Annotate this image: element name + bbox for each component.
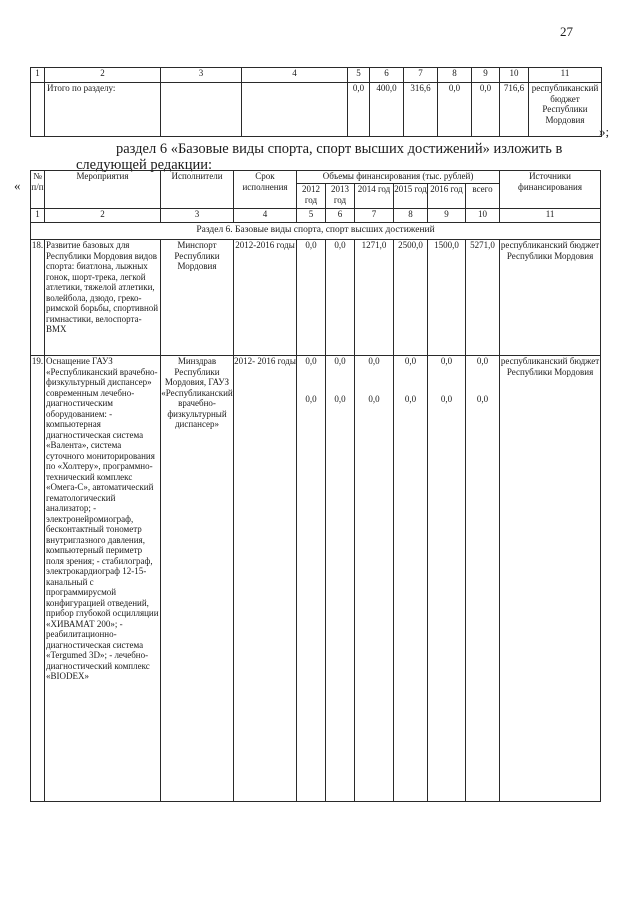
col-number: 7 — [355, 209, 394, 223]
row-value: 5271,0 — [466, 240, 500, 356]
row-term: 2012- 2016 годы — [234, 356, 297, 802]
section-title-row — [31, 223, 601, 240]
page-number: 27 — [560, 24, 573, 39]
row-activity: Оснащение ГАУЗ «Республиканский врачебно-физкультурный диспансер» современным лечебно-диагностическим оборудованием: - компьютерная диагностическая система «Валента», система суточного мониторирования по «Холтеру», программно-технический комплекс «Омега-С», автоматический гематологический анализатор; - электронейромиограф, бесконтактный тонометр внутриглазного давления, компьютерный периметр поля зрения; - стабилограф, электрокардиограф 12-15-канальный с программирусмой конфигурацией отведений, прибор глубокой осцилляции «ХИВАМАТ 200»; - реабилитационно-диагностическая система «Tergumed 3D»; - лечебно-диагностический комплекс «BIODEX» — [45, 356, 161, 802]
header-term: Срок исполнения — [234, 171, 297, 209]
header-num: № п/п — [31, 171, 45, 209]
total-source: республиканский бюджет Республики Мордовия — [529, 83, 602, 137]
row-value: 0,0 — [404, 356, 417, 366]
row-value: 0,0 — [326, 240, 355, 356]
table-row — [31, 356, 601, 802]
col-number: 6 — [370, 68, 404, 83]
total-value: 716,6 — [500, 83, 529, 137]
row-value: 0,0 — [334, 393, 346, 404]
header-volumes: Объемы финансирования (тыс. рублей) — [297, 171, 500, 184]
col-number: 2 — [45, 68, 161, 83]
total-label: Итого по разделу: — [45, 83, 161, 137]
row-value: 2500,0 — [394, 240, 428, 356]
column-number-row — [31, 209, 601, 223]
col-number: 3 — [161, 68, 242, 83]
row-value: 0,0 — [297, 240, 326, 356]
header-executors: Исполнители — [161, 171, 234, 209]
col-number: 5 — [348, 68, 370, 83]
header-year: 2013 год — [326, 184, 355, 209]
col-number: 7 — [404, 68, 438, 83]
total-value: 400,0 — [370, 83, 404, 137]
row-activity: Развитие базовых для Республики Мордовия видов спорта: биатлона, лыжных гонок, шорт-трека, легкой атлетики, тяжелой атлетики, волейбола, дзюдо, греко-римской борьбы, спортивной гимнастики, велоспорта-ВМХ — [45, 240, 161, 356]
col-number: 5 — [297, 209, 326, 223]
col-number: 8 — [438, 68, 472, 83]
row-value: 1500,0 — [428, 240, 466, 356]
col-number: 11 — [529, 68, 602, 83]
header-sources: Источники финансирования — [500, 171, 601, 209]
total-value: 0,0 — [472, 83, 500, 137]
col-number: 1 — [31, 68, 45, 83]
total-value: 316,6 — [404, 83, 438, 137]
row-value: 0,0 — [305, 393, 317, 404]
opening-quote: « — [14, 178, 21, 193]
row-value: 0,0 — [476, 393, 489, 404]
row-value: 1271,0 — [355, 240, 394, 356]
header-row — [31, 171, 601, 184]
section-title: Раздел 6. Базовые виды спорта, спорт высших достижений — [31, 223, 601, 240]
amendment-text-line-2: следующей редакции: — [76, 157, 213, 173]
row-value: 0,0 — [368, 356, 380, 366]
closing-quote: »; — [599, 124, 610, 139]
row-value: 0,0 — [305, 356, 317, 366]
col-number: 4 — [242, 68, 348, 83]
header-activity: Мероприятия — [45, 171, 161, 209]
col-number: 11 — [500, 209, 601, 223]
col-number: 9 — [472, 68, 500, 83]
row-source: республиканский бюджет Республики Мордовия — [500, 240, 601, 356]
col-number: 1 — [31, 209, 45, 223]
summary-table — [30, 67, 602, 137]
row-value: 0,0 — [440, 356, 453, 366]
section-table — [30, 170, 601, 802]
row-value: 0,0 — [368, 393, 380, 404]
total-value: 0,0 — [438, 83, 472, 137]
col-number: 3 — [161, 209, 234, 223]
header-total: всего — [466, 184, 500, 209]
row-executor: Минздрав Республики Мордовия, ГАУЗ «Республиканский врачебно-физкультурный диспансер» — [161, 356, 234, 802]
col-number: 10 — [466, 209, 500, 223]
total-value: 0,0 — [348, 83, 370, 137]
col-number: 8 — [394, 209, 428, 223]
row-source: республиканский бюджет Республики Мордовия — [500, 356, 601, 802]
header-year: 2014 год — [355, 184, 394, 209]
header-year: 2015 год — [394, 184, 428, 209]
col-number: 10 — [500, 68, 529, 83]
header-year: 2012 год — [297, 184, 326, 209]
col-number: 4 — [234, 209, 297, 223]
col-number: 9 — [428, 209, 466, 223]
summary-header-row — [31, 68, 602, 83]
header-year: 2016 год — [428, 184, 466, 209]
row-value: 0,0 — [476, 356, 489, 366]
row-value: 0,0 — [404, 393, 417, 404]
row-number: 18. — [31, 240, 45, 356]
row-value: 0,0 — [440, 393, 453, 404]
row-value: 0,0 — [334, 356, 346, 366]
amendment-text-line-1: раздел 6 «Базовые виды спорта, спорт высших достижений» изложить в — [116, 141, 563, 157]
table-row — [31, 240, 601, 356]
summary-total-row — [31, 83, 602, 137]
row-number: 19. — [31, 356, 45, 802]
col-number: 2 — [45, 209, 161, 223]
row-term: 2012-2016 годы — [234, 240, 297, 356]
row-executor: Минспорт Республики Мордовия — [161, 240, 234, 356]
col-number: 6 — [326, 209, 355, 223]
